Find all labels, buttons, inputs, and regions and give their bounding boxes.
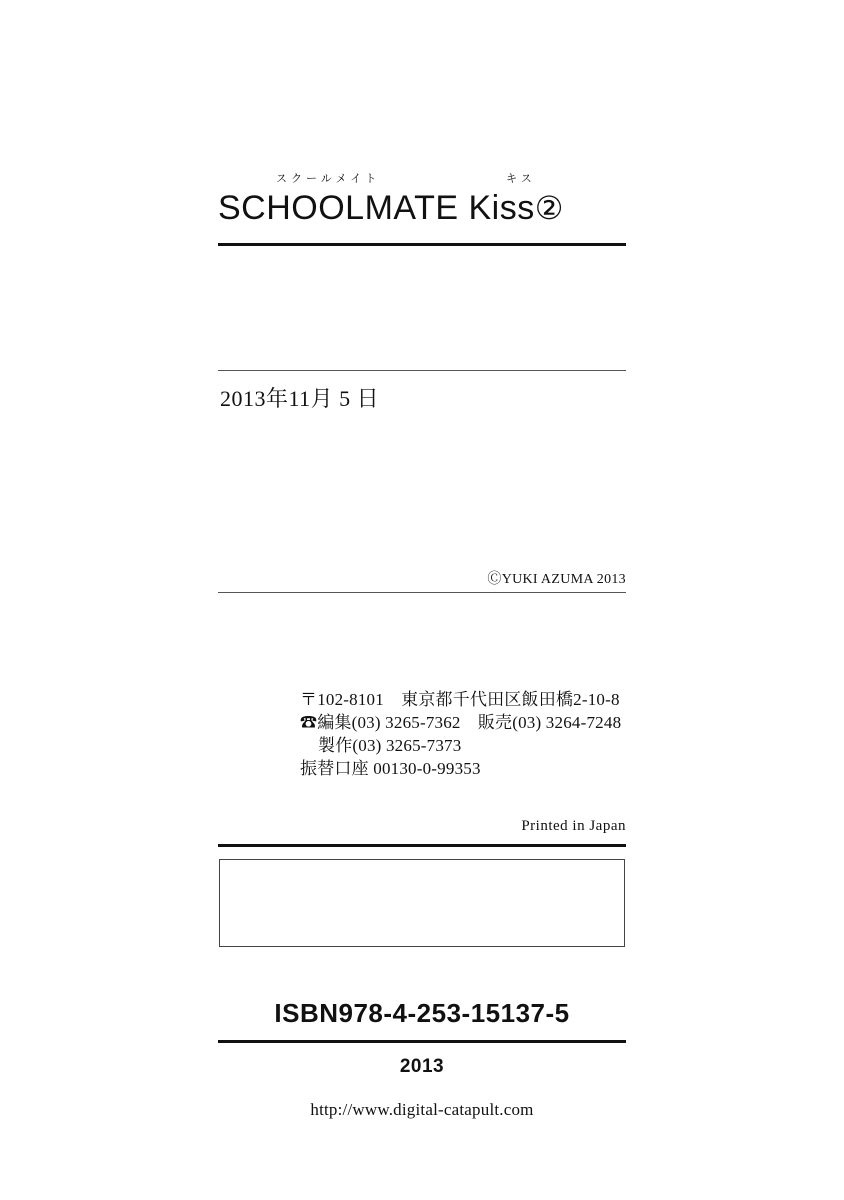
publisher-phone-line: ☎編集(03) 3265-7362 販売(03) 3264-7248 xyxy=(300,713,622,732)
website-url[interactable]: http://www.digital-catapult.com xyxy=(310,1100,534,1119)
divider-below-isbn xyxy=(218,1040,626,1043)
publisher-contact-block xyxy=(300,688,621,780)
isbn-code: ISBN978-4-253-15137-5 xyxy=(274,998,570,1028)
title-main-text: SCHOOLMATE Kiss xyxy=(218,189,535,227)
title-underline-rule xyxy=(218,243,626,246)
publisher-account-line: 振替口座 00130-0-99353 xyxy=(300,759,481,778)
title-ruby-row xyxy=(218,168,626,188)
page-title xyxy=(218,188,626,228)
year-label: 2013 xyxy=(399,1056,445,1077)
copyright-notice: ⒸYUKI AZUMA 2013 xyxy=(487,572,626,587)
divider-below-copyright xyxy=(218,592,626,593)
publisher-address-line: 〒102-8101 東京都千代田区飯田橋2-10-8 xyxy=(300,690,620,709)
title-volume-mark: ② xyxy=(534,190,564,226)
title-block xyxy=(218,168,626,228)
title-ruby-left: スクールメイト xyxy=(276,173,381,185)
blank-notice-box xyxy=(219,859,625,947)
divider-above-date xyxy=(218,370,626,371)
publisher-production-line: 製作(03) 3265-7373 xyxy=(318,736,462,755)
printed-in-japan: Printed in Japan xyxy=(521,818,626,834)
divider-below-printed xyxy=(218,844,626,847)
title-ruby-right: キス xyxy=(506,173,536,185)
publication-date: 2013年11月 5 日 xyxy=(220,386,380,411)
